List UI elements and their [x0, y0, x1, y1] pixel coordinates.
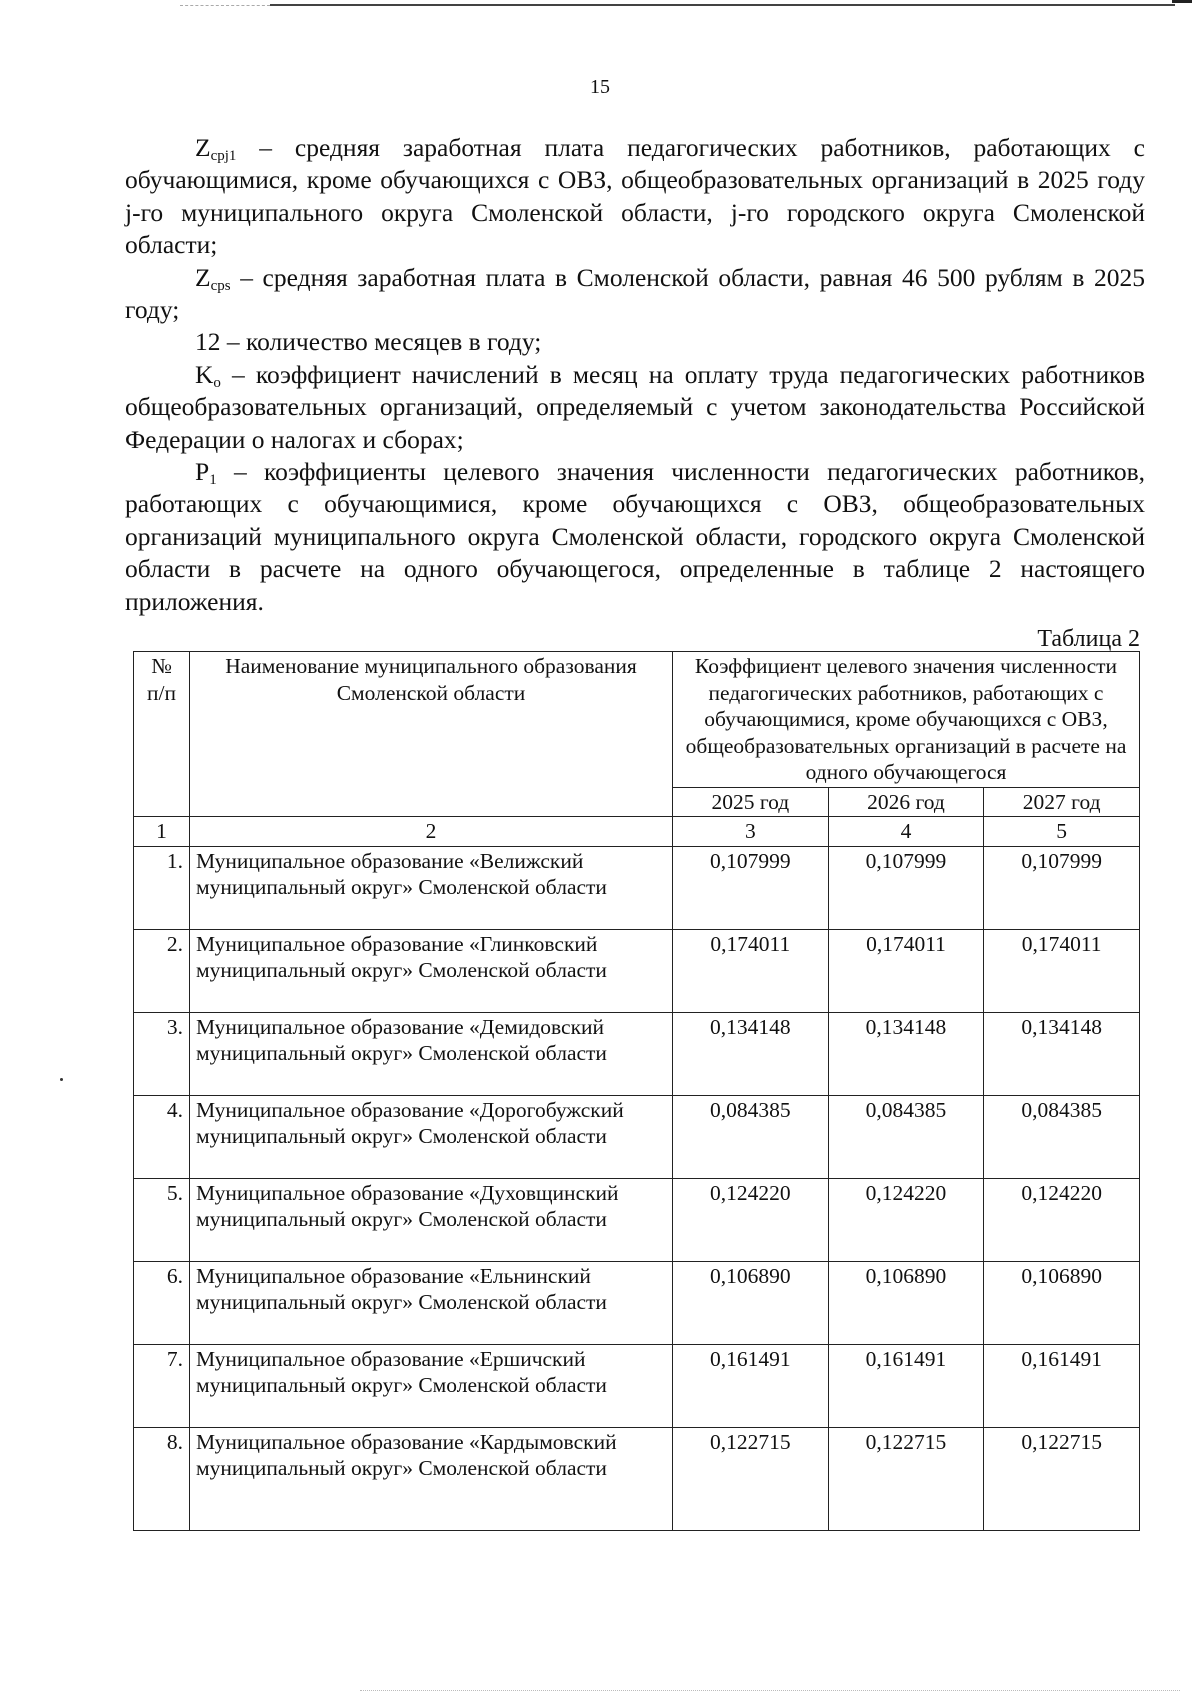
- row-name: Муниципальное образование «Дорогобужский муниципальный округ» Смоленской области: [190, 1095, 673, 1178]
- paragraph-text: 12 – количество месяцев в году;: [195, 327, 542, 357]
- row-value-2025: 0,174011: [673, 929, 829, 1012]
- table-row: [134, 846, 1140, 929]
- row-value-2025: 0,084385: [673, 1095, 829, 1178]
- column-number: 4: [828, 817, 984, 847]
- paragraph-text: – средняя заработная плата в Смоленской области, равная 46 500 рублям в 2025 году;: [125, 262, 1145, 325]
- scan-artifact-speck: [60, 1078, 63, 1081]
- table-header-row: [134, 652, 1140, 788]
- row-value-2027: 0,084385: [984, 1095, 1140, 1178]
- paragraph-text: – средняя заработная плата педагогических работников, работающих с обучающимися, кроме обучающихся с ОВЗ, общеобразовательных организаций в 2025 году j-го муниципального округа Смоленской области, j-го городского округа Смоленской области;: [125, 133, 1145, 260]
- column-number: 3: [673, 817, 829, 847]
- scan-artifact-line-top: [270, 4, 1175, 6]
- paragraph-text: – коэффициенты целевого значения численности педагогических работников, работающих с обучающимися, кроме обучающихся с ОВЗ, общеобразовательных организаций муниципального округа Смоленской области, городского округа Смоленской области в расчете на одного обучающегося, определенные в таблице 2 настоящего приложения.: [125, 457, 1145, 616]
- header-year-2026: 2026 год: [828, 787, 984, 817]
- table-row: [134, 1012, 1140, 1095]
- row-value-2025: 0,107999: [673, 846, 829, 929]
- paragraph-ko: [125, 359, 1145, 456]
- row-name: Муниципальное образование «Велижский муниципальный округ» Смоленской области: [190, 846, 673, 929]
- row-value-2027: 0,107999: [984, 846, 1140, 929]
- paragraph-zcpj1: [125, 132, 1145, 262]
- coefficient-table: [133, 651, 1140, 1531]
- header-year-2027: 2027 год: [984, 787, 1140, 817]
- table-row: [134, 1344, 1140, 1427]
- row-value-2026: 0,107999: [828, 846, 984, 929]
- table-row: [134, 1427, 1140, 1530]
- row-value-2027: 0,122715: [984, 1427, 1140, 1530]
- paragraph-text: – коэффициент начислений в месяц на оплату труда педагогических работников общеобразовательных организаций, определяемый с учетом законодательства Российской Федерации о налогах и сборах;: [125, 359, 1145, 454]
- row-value-2026: 0,174011: [828, 929, 984, 1012]
- column-number: 5: [984, 817, 1140, 847]
- row-name: Муниципальное образование «Ершичский муниципальный округ» Смоленской области: [190, 1344, 673, 1427]
- row-value-2026: 0,134148: [828, 1012, 984, 1095]
- row-number: 2.: [134, 929, 190, 1012]
- paragraph-zcps: [125, 262, 1145, 327]
- row-value-2026: 0,124220: [828, 1178, 984, 1261]
- header-name: Наименование муниципального образования Смоленской области: [190, 652, 673, 817]
- row-number: 5.: [134, 1178, 190, 1261]
- symbol-z: Z: [195, 133, 211, 162]
- row-value-2025: 0,124220: [673, 1178, 829, 1261]
- row-name: Муниципальное образование «Глинковский муниципальный округ» Смоленской области: [190, 929, 673, 1012]
- body-text: [125, 132, 1145, 618]
- row-value-2026: 0,161491: [828, 1344, 984, 1427]
- row-value-2027: 0,134148: [984, 1012, 1140, 1095]
- row-value-2025: 0,161491: [673, 1344, 829, 1427]
- table-row: [134, 929, 1140, 1012]
- row-value-2025: 0,106890: [673, 1261, 829, 1344]
- table-column-numbers-row: [134, 817, 1140, 847]
- column-number: 2: [190, 817, 673, 847]
- row-name: Муниципальное образование «Духовщинский муниципальный округ» Смоленской области: [190, 1178, 673, 1261]
- row-value-2026: 0,122715: [828, 1427, 984, 1530]
- row-value-2025: 0,122715: [673, 1427, 829, 1530]
- scan-artifact-corner: [1172, 0, 1192, 13]
- column-number: 1: [134, 817, 190, 847]
- row-number: 3.: [134, 1012, 190, 1095]
- symbol-k: K: [195, 359, 214, 389]
- symbol-p: P: [195, 457, 210, 487]
- subscript-cpj1: cpj1: [210, 148, 237, 164]
- row-name: Муниципальное образование «Ельнинский муниципальный округ» Смоленской области: [190, 1261, 673, 1344]
- table-row: [134, 1095, 1140, 1178]
- row-value-2027: 0,124220: [984, 1178, 1140, 1261]
- row-value-2025: 0,134148: [673, 1012, 829, 1095]
- row-value-2027: 0,174011: [984, 929, 1140, 1012]
- paragraph-months: [125, 326, 1145, 358]
- row-value-2027: 0,161491: [984, 1344, 1140, 1427]
- row-number: 1.: [134, 846, 190, 929]
- header-num: № п/п: [134, 652, 190, 817]
- table-row: [134, 1178, 1140, 1261]
- subscript-o: o: [213, 374, 221, 391]
- subscript-1: 1: [209, 472, 217, 489]
- row-value-2026: 0,084385: [828, 1095, 984, 1178]
- table-row: [134, 1261, 1140, 1344]
- header-coefficient: Коэффициент целевого значения численности педагогических работников, работающих с обучающимися, кроме обучающихся с ОВЗ, общеобразовательных организаций в расчете на одного обучающегося: [673, 652, 1140, 788]
- page-number: 15: [590, 76, 610, 98]
- row-number: 8.: [134, 1427, 190, 1530]
- paragraph-p1: [125, 456, 1145, 618]
- row-number: 7.: [134, 1344, 190, 1427]
- row-name: Муниципальное образование «Кардымовский муниципальный округ» Смоленской области: [190, 1427, 673, 1530]
- row-number: 6.: [134, 1261, 190, 1344]
- header-year-2025: 2025 год: [673, 787, 829, 817]
- row-value-2026: 0,106890: [828, 1261, 984, 1344]
- table-caption: Таблица 2: [1037, 626, 1140, 652]
- scan-artifact-dots-bottom: [360, 1690, 1180, 1691]
- row-number: 4.: [134, 1095, 190, 1178]
- symbol-z: Z: [195, 262, 211, 292]
- row-value-2027: 0,106890: [984, 1261, 1140, 1344]
- subscript-cps: cps: [210, 277, 231, 294]
- scan-artifact-dots-top: [180, 5, 270, 6]
- row-name: Муниципальное образование «Демидовский муниципальный округ» Смоленской области: [190, 1012, 673, 1095]
